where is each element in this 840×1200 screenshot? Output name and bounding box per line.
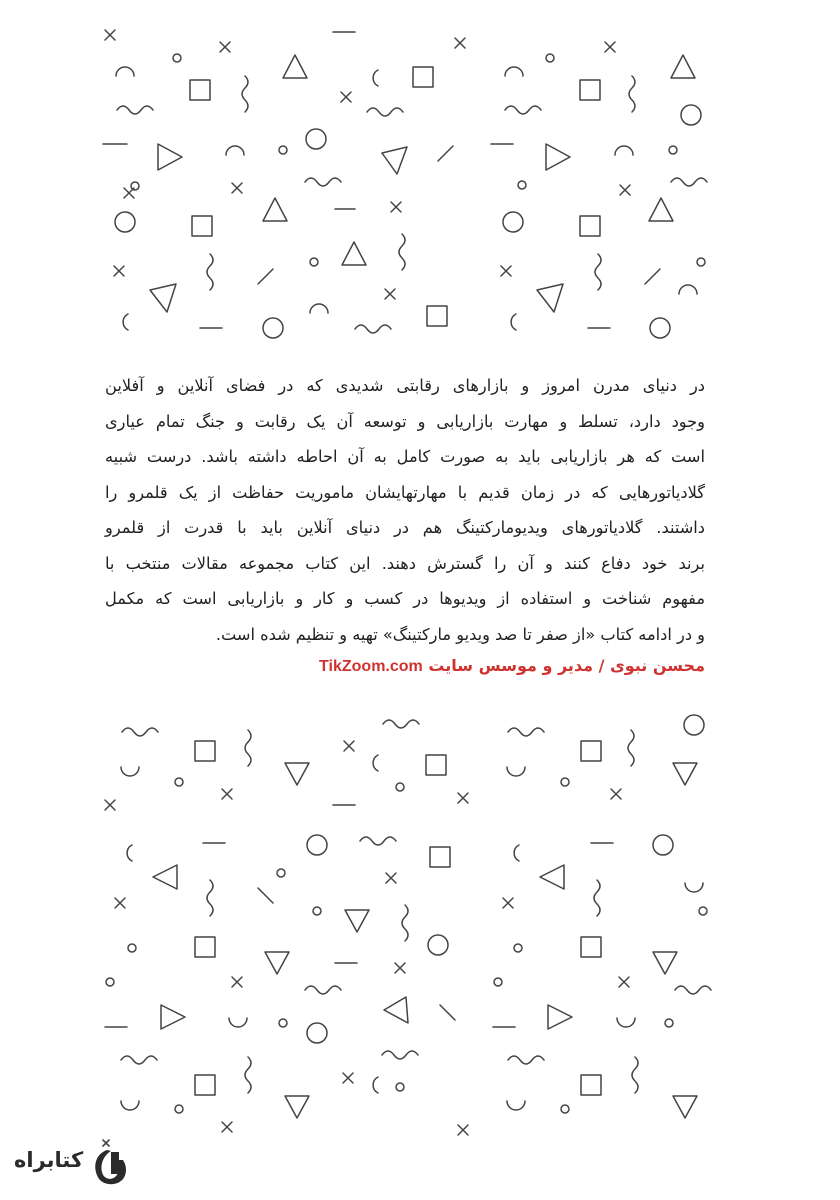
triangle bbox=[382, 147, 407, 174]
square bbox=[580, 80, 600, 100]
triangle bbox=[540, 865, 564, 889]
arc bbox=[116, 67, 134, 76]
x-mark bbox=[455, 38, 465, 48]
x-mark bbox=[232, 183, 242, 193]
dot-circle bbox=[310, 258, 318, 266]
wave bbox=[505, 106, 541, 114]
arc bbox=[617, 1018, 635, 1027]
dot-circle bbox=[128, 944, 136, 952]
dot-circle bbox=[175, 1105, 183, 1113]
dot-circle bbox=[518, 181, 526, 189]
slash-line bbox=[438, 146, 453, 161]
wave bbox=[360, 837, 396, 845]
squiggle bbox=[207, 880, 213, 916]
squiggle bbox=[594, 880, 600, 916]
square bbox=[430, 847, 450, 867]
moon-arc bbox=[123, 314, 128, 330]
intro-paragraph bbox=[105, 368, 705, 676]
wave bbox=[121, 1056, 157, 1064]
x-mark bbox=[222, 1122, 232, 1132]
squiggle bbox=[628, 730, 634, 766]
arc bbox=[679, 285, 697, 294]
x-mark bbox=[605, 42, 615, 52]
square bbox=[581, 1075, 601, 1095]
squiggle bbox=[245, 1057, 251, 1093]
dot-circle bbox=[279, 1019, 287, 1027]
squiggle bbox=[632, 1057, 638, 1093]
dot-circle bbox=[277, 869, 285, 877]
moon-arc bbox=[373, 1077, 378, 1093]
ring bbox=[306, 129, 326, 149]
x-mark bbox=[385, 289, 395, 299]
triangle bbox=[673, 763, 697, 785]
dot-circle bbox=[131, 182, 139, 190]
arc bbox=[685, 883, 703, 892]
dot-circle bbox=[396, 1083, 404, 1091]
dot-circle bbox=[396, 783, 404, 791]
wave bbox=[382, 1051, 418, 1059]
square bbox=[581, 937, 601, 957]
square bbox=[427, 306, 447, 326]
ring bbox=[307, 1023, 327, 1043]
triangle bbox=[153, 865, 177, 889]
intro-line: و در ادامه کتاب «از صفر تا صد ویدیو مارکتینگ» تهیه و تنظیم شده است. bbox=[215, 624, 705, 644]
moon-arc bbox=[373, 755, 378, 771]
intro-line: وجود دارد، تسلط و مهارت بازاریابی و توسعه آن یک رقابت و جنگ تمام عیاری bbox=[105, 411, 705, 431]
bottom-doodle-pattern bbox=[95, 705, 725, 1145]
x-mark bbox=[619, 977, 629, 987]
slash-line bbox=[645, 269, 660, 284]
x-mark bbox=[232, 977, 242, 987]
dot-circle bbox=[665, 1019, 673, 1027]
dot-circle bbox=[279, 146, 287, 154]
x-mark bbox=[395, 963, 405, 973]
publisher-logo[interactable] bbox=[14, 1132, 133, 1188]
square bbox=[195, 1075, 215, 1095]
square bbox=[195, 937, 215, 957]
ring bbox=[681, 105, 701, 125]
arc bbox=[121, 1101, 139, 1110]
square bbox=[413, 67, 433, 87]
ring bbox=[428, 935, 448, 955]
arc bbox=[310, 304, 328, 313]
author-signature bbox=[105, 656, 705, 676]
wave bbox=[675, 986, 711, 994]
triangle bbox=[158, 144, 182, 170]
triangle bbox=[283, 55, 307, 78]
square bbox=[580, 216, 600, 236]
ring bbox=[307, 835, 327, 855]
triangle bbox=[548, 1005, 572, 1029]
squiggle bbox=[595, 254, 601, 290]
dot-circle bbox=[173, 54, 181, 62]
x-mark bbox=[344, 741, 354, 751]
dot-circle bbox=[561, 778, 569, 786]
x-mark bbox=[105, 800, 115, 810]
triangle bbox=[384, 997, 408, 1023]
dot-circle bbox=[106, 978, 114, 986]
square bbox=[581, 741, 601, 761]
moon-arc bbox=[514, 845, 519, 861]
wave bbox=[117, 106, 153, 114]
triangle bbox=[649, 198, 673, 221]
top-doodle-pattern bbox=[95, 22, 725, 347]
x-mark bbox=[611, 789, 621, 799]
arc bbox=[229, 1018, 247, 1027]
squiggle bbox=[399, 234, 405, 270]
squiggle bbox=[629, 76, 635, 112]
wave bbox=[671, 178, 707, 186]
triangle bbox=[265, 952, 289, 974]
triangle bbox=[653, 952, 677, 974]
wave bbox=[305, 178, 341, 186]
x-mark bbox=[503, 898, 513, 908]
arc bbox=[507, 767, 525, 776]
triangle bbox=[285, 1096, 309, 1118]
dot-circle bbox=[514, 944, 522, 952]
arc bbox=[507, 1101, 525, 1110]
intro-line: داشتند. گلادیاتورهای ویدیومارکتینگ هم در دنیای آنلاین باید با قدرت از قلمرو bbox=[105, 518, 705, 537]
bookmark-icon bbox=[87, 1132, 133, 1188]
arc bbox=[121, 767, 139, 776]
wave bbox=[305, 986, 341, 994]
triangle bbox=[345, 910, 369, 932]
x-mark bbox=[501, 266, 511, 276]
x-mark bbox=[343, 1073, 353, 1083]
intro-line: گلادیاتورهایی که در زمان قدیم با مهارتهایشان ماموریت حفاظت از یک قلمرو را bbox=[105, 482, 705, 502]
x-mark bbox=[222, 789, 232, 799]
x-mark bbox=[620, 185, 630, 195]
triangle bbox=[285, 763, 309, 785]
triangle bbox=[671, 55, 695, 78]
x-mark bbox=[458, 793, 468, 803]
ring bbox=[503, 212, 523, 232]
wave bbox=[383, 720, 419, 728]
publisher-name: کتابراه bbox=[14, 1148, 84, 1172]
x-mark bbox=[386, 873, 396, 883]
wave bbox=[508, 728, 544, 736]
wave bbox=[122, 728, 158, 736]
ring bbox=[653, 835, 673, 855]
moon-arc bbox=[373, 70, 378, 86]
square bbox=[195, 741, 215, 761]
wave bbox=[355, 325, 391, 333]
triangle bbox=[546, 144, 570, 170]
author-site-link[interactable]: TikZoom.com bbox=[319, 658, 423, 675]
ring bbox=[684, 715, 704, 735]
wave bbox=[367, 108, 403, 116]
dot-circle bbox=[494, 978, 502, 986]
author-name-role: محسن نبوی / مدیر و موسس سایت bbox=[428, 656, 705, 675]
triangle bbox=[161, 1005, 185, 1029]
x-mark bbox=[391, 202, 401, 212]
x-mark bbox=[115, 898, 125, 908]
arc bbox=[615, 146, 633, 155]
intro-line: است که هر بازاریابی باید به صورت کامل به آن احاطه داشته باشد. درست شبیه bbox=[105, 447, 705, 466]
wave bbox=[508, 1056, 544, 1064]
slash-line bbox=[440, 1005, 455, 1020]
square bbox=[192, 216, 212, 236]
dot-circle bbox=[175, 778, 183, 786]
dot-circle bbox=[561, 1105, 569, 1113]
ring bbox=[650, 318, 670, 338]
moon-arc bbox=[511, 314, 516, 330]
x-mark bbox=[114, 266, 124, 276]
intro-line: برند خود دفاع کنند و آن را گسترش دهند. این کتاب مجموعه مقالات منتخب با bbox=[105, 553, 705, 573]
dot-circle bbox=[313, 907, 321, 915]
squiggle bbox=[402, 905, 408, 941]
arc bbox=[226, 146, 244, 155]
square bbox=[426, 755, 446, 775]
ring bbox=[115, 212, 135, 232]
moon-arc bbox=[127, 845, 132, 861]
x-mark bbox=[105, 30, 115, 40]
triangle bbox=[342, 242, 366, 265]
intro-line: در دنیای مدرن امروز و بازارهای رقابتی شدیدی که در فضای آنلاین و آفلاین bbox=[105, 376, 705, 395]
squiggle bbox=[207, 254, 213, 290]
x-mark bbox=[458, 1125, 468, 1135]
dot-circle bbox=[669, 146, 677, 154]
triangle bbox=[537, 284, 563, 312]
triangle bbox=[150, 284, 176, 312]
intro-line: مفهوم شناخت و استفاده از ویدیوها در کسب و کار و بازاریابی است که مکمل bbox=[105, 589, 705, 608]
triangle bbox=[673, 1096, 697, 1118]
arc bbox=[505, 67, 523, 76]
x-mark bbox=[341, 92, 351, 102]
dot-circle bbox=[546, 54, 554, 62]
squiggle bbox=[242, 76, 248, 112]
ring bbox=[263, 318, 283, 338]
squiggle bbox=[245, 730, 251, 766]
triangle bbox=[263, 198, 287, 221]
dot-circle bbox=[697, 258, 705, 266]
dot-circle bbox=[699, 907, 707, 915]
slash-line bbox=[258, 888, 273, 903]
slash-line bbox=[258, 269, 273, 284]
x-mark bbox=[220, 42, 230, 52]
square bbox=[190, 80, 210, 100]
